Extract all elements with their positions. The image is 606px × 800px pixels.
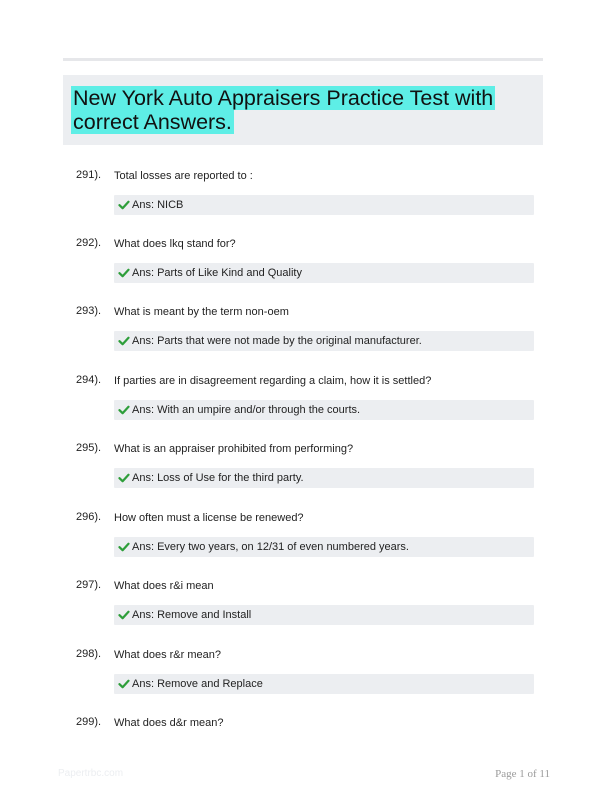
answer-text: Ans: NICB [132, 199, 184, 211]
answer-text: Ans: Remove and Replace [132, 678, 263, 690]
answer-text: Ans: With an umpire and/or through the courts. [132, 404, 361, 416]
page-number: Page 1 of 11 [495, 768, 550, 780]
question-text: What does r&i mean [114, 580, 214, 592]
answer-text: Ans: Parts of Like Kind and Quality [132, 267, 302, 279]
question-number: 296). [76, 511, 102, 523]
question-text: What does lkq stand for? [114, 238, 236, 250]
answer-box [114, 263, 534, 283]
answer-box [114, 537, 534, 557]
check-icon [118, 335, 130, 347]
question-number: 297). [76, 579, 102, 591]
footer-watermark: Papertrbc.com [58, 768, 124, 779]
question-text: How often must a license be renewed? [114, 512, 304, 524]
question-text: What is an appraiser prohibited from performing? [114, 443, 354, 455]
top-divider [63, 58, 543, 61]
check-icon [118, 267, 130, 279]
answer-text: Ans: Parts that were not made by the original manufacturer. [132, 335, 422, 347]
answer-text: Ans: Every two years, on 12/31 of even numbered years. [132, 541, 409, 553]
check-icon [118, 609, 130, 621]
check-icon [118, 404, 130, 416]
answer-box [114, 674, 534, 694]
question-number: 295). [76, 442, 102, 454]
question-number: 291). [76, 169, 102, 181]
question-text: If parties are in disagreement regarding a claim, how it is settled? [114, 375, 432, 387]
question-text: What is meant by the term non-oem [114, 306, 289, 318]
answer-text: Ans: Loss of Use for the third party. [132, 472, 304, 484]
check-icon [118, 472, 130, 484]
check-icon [118, 541, 130, 553]
question-number: 298). [76, 648, 102, 660]
check-icon [118, 678, 130, 690]
answer-box [114, 331, 534, 351]
answer-box [114, 195, 534, 215]
question-text: Total losses are reported to : [114, 170, 253, 182]
title-highlight: New York Auto Appraisers Practice Test with correct Answers. [73, 86, 494, 134]
document-title [71, 86, 531, 134]
title-block [63, 75, 543, 145]
question-number: 293). [76, 305, 102, 317]
check-icon [118, 199, 130, 211]
answer-box [114, 400, 534, 420]
answer-box [114, 605, 534, 625]
answer-box [114, 468, 534, 488]
question-number: 299). [76, 716, 102, 728]
answer-text: Ans: Remove and Install [132, 609, 252, 621]
question-number: 294). [76, 374, 102, 386]
question-number: 292). [76, 237, 102, 249]
question-text: What does d&r mean? [114, 717, 224, 729]
question-text: What does r&r mean? [114, 649, 221, 661]
